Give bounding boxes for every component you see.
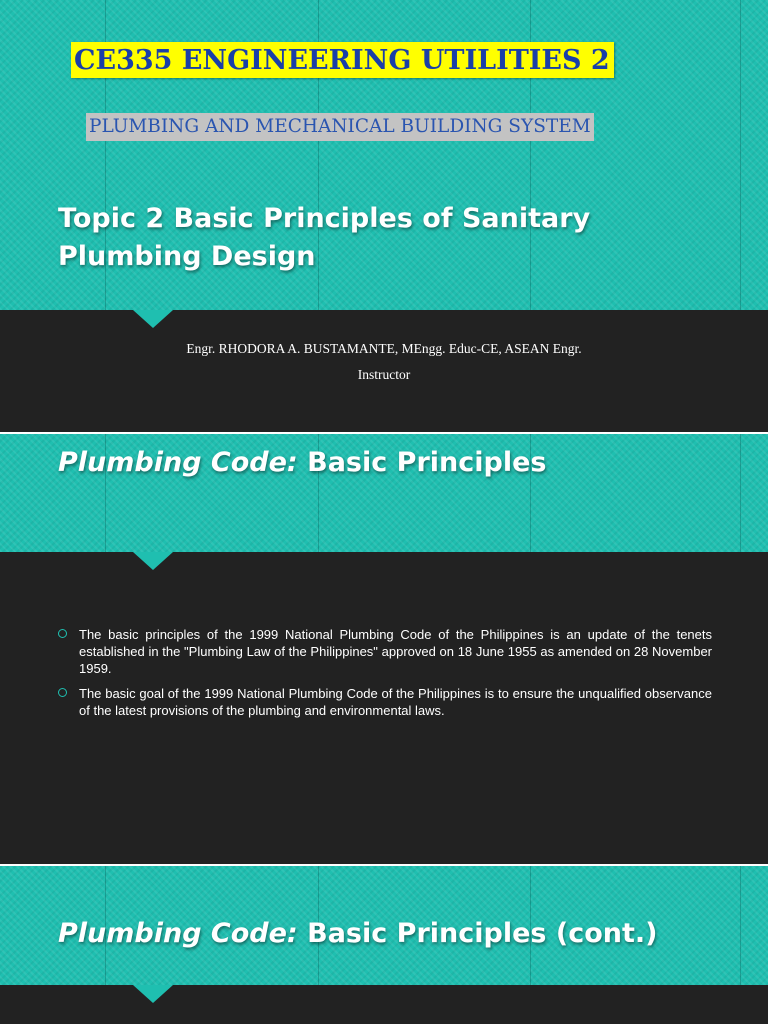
course-subtitle: PLUMBING AND MECHANICAL BUILDING SYSTEM xyxy=(86,113,594,141)
slide-2-heading-italic: Plumbing Code: xyxy=(58,447,298,478)
slide-2-notch xyxy=(133,552,173,570)
slide-3-heading xyxy=(58,916,658,952)
author-block xyxy=(0,336,768,388)
slide-1 xyxy=(0,0,768,432)
slide-3-heading-italic: Plumbing Code: xyxy=(58,918,298,949)
list-item xyxy=(58,626,712,677)
author-role: Instructor xyxy=(357,367,411,382)
bullet-text: The basic principles of the 1999 National Plumbing Code of the Philippines is an update of the tenets established in the "Plumbing Law of the Philippines" approved on 18 June 1955 as amended on 28 November 1959. xyxy=(79,627,712,676)
course-title: CE335 ENGINEERING UTILITIES 2 xyxy=(71,42,614,78)
bullet-text: The basic goal of the 1999 National Plumbing Code of the Philippines is to ensure the unqualified observance of the latest provisions of the plumbing and environmental laws. xyxy=(79,686,712,718)
slide-3-heading-rest: Basic Principles (cont.) xyxy=(297,918,658,949)
slide-2-heading-rest: Basic Principles xyxy=(297,447,547,478)
bullet-circle-icon xyxy=(58,688,67,697)
bullet-circle-icon xyxy=(58,629,67,638)
slide-3-dark-band xyxy=(0,985,768,1024)
slide-2-heading xyxy=(58,445,546,481)
author-name: Engr. RHODORA A. BUSTAMANTE, MEngg. Educ-CE, ASEAN Engr. xyxy=(186,341,582,356)
slide-1-notch xyxy=(133,310,173,328)
bullet-list xyxy=(58,626,712,727)
slide-3-notch xyxy=(133,985,173,1003)
topic-title: Topic 2 Basic Principles of Sanitary Plumbing Design xyxy=(58,203,591,272)
list-item xyxy=(58,685,712,719)
